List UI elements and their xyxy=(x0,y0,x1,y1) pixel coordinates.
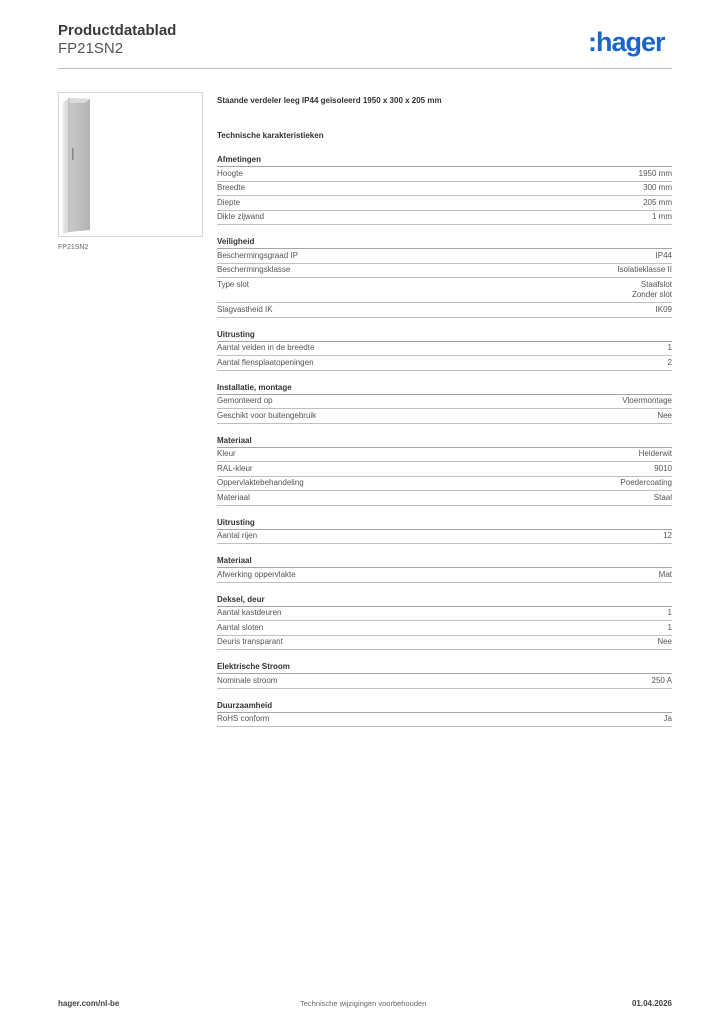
spec-row xyxy=(217,636,672,651)
spec-values xyxy=(668,608,672,619)
spec-values xyxy=(659,570,672,581)
spec-label: Gemonteerd op xyxy=(217,396,273,405)
spec-section xyxy=(217,700,672,728)
spec-section xyxy=(217,661,672,689)
section-title: Deksel, deur xyxy=(217,594,672,607)
spec-values xyxy=(617,265,672,276)
spec-values xyxy=(656,305,672,316)
spec-value: 1950 mm xyxy=(638,168,672,178)
spec-section xyxy=(217,435,672,506)
footer-website: hager.com/nl-be xyxy=(58,999,120,1008)
product-description: Staande verdeler leeg IP44 geïsoleerd 1950 x 300 x 205 mm xyxy=(217,96,442,105)
spec-value: Ja xyxy=(663,714,672,723)
spec-row xyxy=(217,278,672,303)
spec-label: Breedte xyxy=(217,183,246,192)
spec-row xyxy=(217,303,672,318)
section-title: Duurzaamheid xyxy=(217,700,672,713)
spec-row xyxy=(217,409,672,424)
spec-label: Hoogte xyxy=(217,168,243,178)
hager-logo-graphic xyxy=(588,26,672,60)
spec-section xyxy=(217,594,672,651)
spec-row xyxy=(217,196,672,211)
section-title: Afmetingen xyxy=(217,154,672,167)
spec-values xyxy=(654,464,672,475)
section-title: Materiaal xyxy=(217,435,672,448)
spec-value: 1 xyxy=(667,622,672,632)
section-title: Uitrusting xyxy=(217,517,672,530)
spec-label: Beschermingsgraad IP xyxy=(217,250,298,260)
spec-label: Materiaal xyxy=(217,492,250,502)
spec-row xyxy=(217,621,672,636)
spec-value: 1 xyxy=(667,608,672,617)
spec-label: Kleur xyxy=(217,449,236,458)
spec-value: 205 mm xyxy=(643,197,672,207)
spec-values xyxy=(652,676,672,687)
spec-value: 1 xyxy=(667,343,672,352)
spec-value: 2 xyxy=(667,357,672,367)
spec-values xyxy=(657,411,672,422)
spec-values xyxy=(639,169,672,180)
spec-value: Vloermontage xyxy=(622,396,672,405)
spec-row xyxy=(217,607,672,622)
spec-values xyxy=(668,343,672,354)
spec-values xyxy=(663,531,672,542)
section-title: Materiaal xyxy=(217,555,672,568)
spec-value: Helderwit xyxy=(638,449,672,458)
document-title: Productdatablad xyxy=(58,22,177,39)
spec-row xyxy=(217,713,672,728)
spec-values xyxy=(643,183,672,194)
spec-label: Deuris transparant xyxy=(217,637,283,646)
spec-values xyxy=(668,358,672,369)
spec-value: Staafslot xyxy=(640,279,672,289)
product-details xyxy=(217,95,672,738)
spec-value: 9010 xyxy=(654,463,672,473)
spec-value: Staal xyxy=(653,492,672,502)
spec-label: Oppervlaktebehandeling xyxy=(217,478,304,487)
spec-label: Geschikt voor buitengebruik xyxy=(217,410,317,420)
spec-label: Aantal rijen xyxy=(217,531,258,540)
spec-values xyxy=(632,280,672,301)
spec-label: Slagvastheid IK xyxy=(217,304,273,314)
spec-section xyxy=(217,555,672,583)
spec-label: RAL-kleur xyxy=(217,463,253,473)
spec-section xyxy=(217,154,672,225)
spec-value: 300 mm xyxy=(643,183,672,192)
spec-value: Zonder slot xyxy=(631,290,672,299)
spec-label: Aantal kastdeuren xyxy=(217,608,282,617)
spec-section xyxy=(217,236,672,318)
spec-values xyxy=(643,198,672,209)
spec-values xyxy=(620,478,672,489)
spec-row xyxy=(217,395,672,410)
spec-section xyxy=(217,329,672,371)
spec-row xyxy=(217,182,672,197)
spec-label: Afwerking oppervlakte xyxy=(217,569,296,579)
spec-section xyxy=(217,517,672,545)
logo-wordmark: :hager xyxy=(588,27,665,57)
spec-value: 250 A xyxy=(651,675,672,685)
spec-row xyxy=(217,462,672,477)
spec-values xyxy=(654,493,672,504)
spec-row xyxy=(217,249,672,264)
spec-values xyxy=(668,623,672,634)
spec-row xyxy=(217,342,672,357)
spec-label: Dikte zijwand xyxy=(217,212,265,221)
spec-label: Aantal sloten xyxy=(217,622,264,632)
spec-values xyxy=(664,714,672,725)
spec-value: Isolatieklasse II xyxy=(617,265,672,274)
spec-value: Nee xyxy=(657,410,672,420)
hager-logo xyxy=(588,26,672,60)
spec-values xyxy=(657,637,672,648)
spec-value: 1 mm xyxy=(652,212,672,221)
spec-label: Nominale stroom xyxy=(217,675,278,685)
spec-row xyxy=(217,568,672,583)
product-code: FP21SN2 xyxy=(58,40,124,57)
footer-date: 01.04.2026 xyxy=(631,999,672,1008)
spec-label: Type slot xyxy=(217,279,250,289)
spec-row xyxy=(217,211,672,226)
spec-row xyxy=(217,167,672,182)
section-title: Elektrische Stroom xyxy=(217,661,672,674)
spec-row xyxy=(217,356,672,371)
spec-value: IK09 xyxy=(655,304,672,314)
header-divider xyxy=(58,68,672,69)
spec-row xyxy=(217,674,672,689)
image-caption: FP21SN2 xyxy=(58,244,89,251)
spec-sections xyxy=(217,154,672,727)
spec-label: Aantal flensplaatopeningen xyxy=(217,357,314,367)
spec-row xyxy=(217,448,672,463)
spec-values xyxy=(656,251,672,262)
spec-row xyxy=(217,264,672,279)
spec-row xyxy=(217,477,672,492)
spec-label: Aantal velden in de breedte xyxy=(217,343,315,352)
footer-disclaimer: Technische wijzigingen voorbehouden xyxy=(300,999,427,1008)
spec-value: Nee xyxy=(657,637,672,646)
spec-row xyxy=(217,491,672,506)
spec-label: RoHS conform xyxy=(217,714,270,723)
spec-values xyxy=(622,396,672,407)
enclosure-illustration xyxy=(59,93,202,236)
section-title: Veiligheid xyxy=(217,236,672,249)
spec-row xyxy=(217,530,672,545)
spec-value: 12 xyxy=(663,531,672,540)
spec-values xyxy=(652,212,672,223)
spec-value: Mat xyxy=(658,569,672,579)
spec-value: IP44 xyxy=(655,250,672,260)
tech-characteristics-heading: Technische karakteristieken xyxy=(217,131,324,140)
section-title: Installatie, montage xyxy=(217,382,672,395)
spec-values xyxy=(639,449,672,460)
section-title: Uitrusting xyxy=(217,329,672,342)
spec-label: Diepte xyxy=(217,197,241,207)
spec-section xyxy=(217,382,672,424)
product-image xyxy=(58,92,203,237)
spec-value: Poedercoating xyxy=(620,478,672,487)
spec-label: Beschermingsklasse xyxy=(217,265,291,274)
